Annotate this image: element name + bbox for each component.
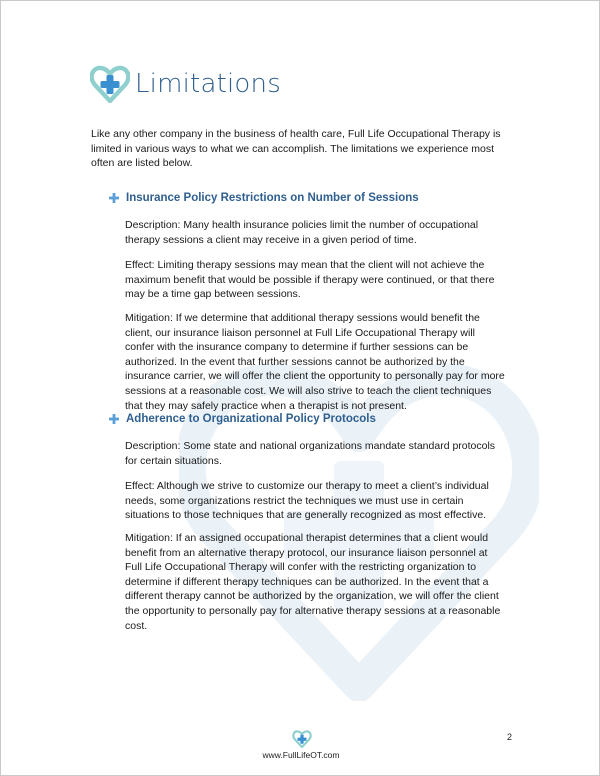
section-heading-text: Insurance Policy Restrictions on Number of Sessions [126, 192, 419, 204]
footer-website-link[interactable]: www.FullLifeOT.com [262, 750, 340, 760]
footer-heart-logo-icon [292, 730, 312, 748]
section-paragraph: Effect: Limiting therapy sessions may mean that the client will not achieve the maximum benefit that would be possible if therapy were continued, or that there may be a time gap between sessions. [125, 259, 495, 301]
plus-bullet-icon [109, 414, 119, 424]
section-paragraph: Mitigation: If an assigned occupational therapist determines that a client would benefit from an alternative therapy protocol, our insurance liaison personnel at Full Life Occupational Therapy will confer with the restricting organization to determine if different therapy techniques can be authorized. In the event that a different therapy cannot be authorized by the organization, we will offer the client the opportunity to personally pay for alternative therapy sessions at a reasonable cost. [125, 532, 501, 632]
section-heading-adherence [109, 413, 376, 425]
plus-bullet-icon [109, 193, 119, 203]
heart-cross-logo-icon [90, 65, 130, 103]
title-row [90, 65, 281, 103]
page-number: 2 [507, 732, 513, 742]
intro-paragraph: Like any other company in the business of health care, Full Life Occupational Therapy is limited in various ways to what we can accomplish. The limitations we experience most often are listed below. [91, 128, 501, 170]
section-paragraph: Effect: Although we strive to customize our therapy to meet a client’s individual needs, some organizations restrict the techniques we must use in certain situations to those techniques that are generally recognized as most effective. [125, 480, 489, 522]
section-paragraph: Mitigation: If we determine that additional therapy sessions would benefit the client, our insurance liaison personnel at Full Life Occupational Therapy will confer with the insurance company to determine if further sessions can be authorized. In the event that further sessions cannot be authorized by the insurance carrier, we will offer the client the opportunity to personally pay for more sessions at a reasonable cost. We will also strive to teach the client techniques that they may safely practice when a therapist is not present. [125, 312, 505, 412]
section-paragraph: Description: Some state and national organizations mandate standard protocols for certain situations. [125, 440, 496, 467]
section-paragraph: Description: Many health insurance policies limit the number of occupational therapy sessions a client may receive in a given period of time. [125, 219, 479, 246]
section-heading-insurance [109, 192, 419, 204]
section-heading-text: Adherence to Organizational Policy Protocols [126, 413, 376, 425]
page-title: Limitations [135, 69, 281, 99]
